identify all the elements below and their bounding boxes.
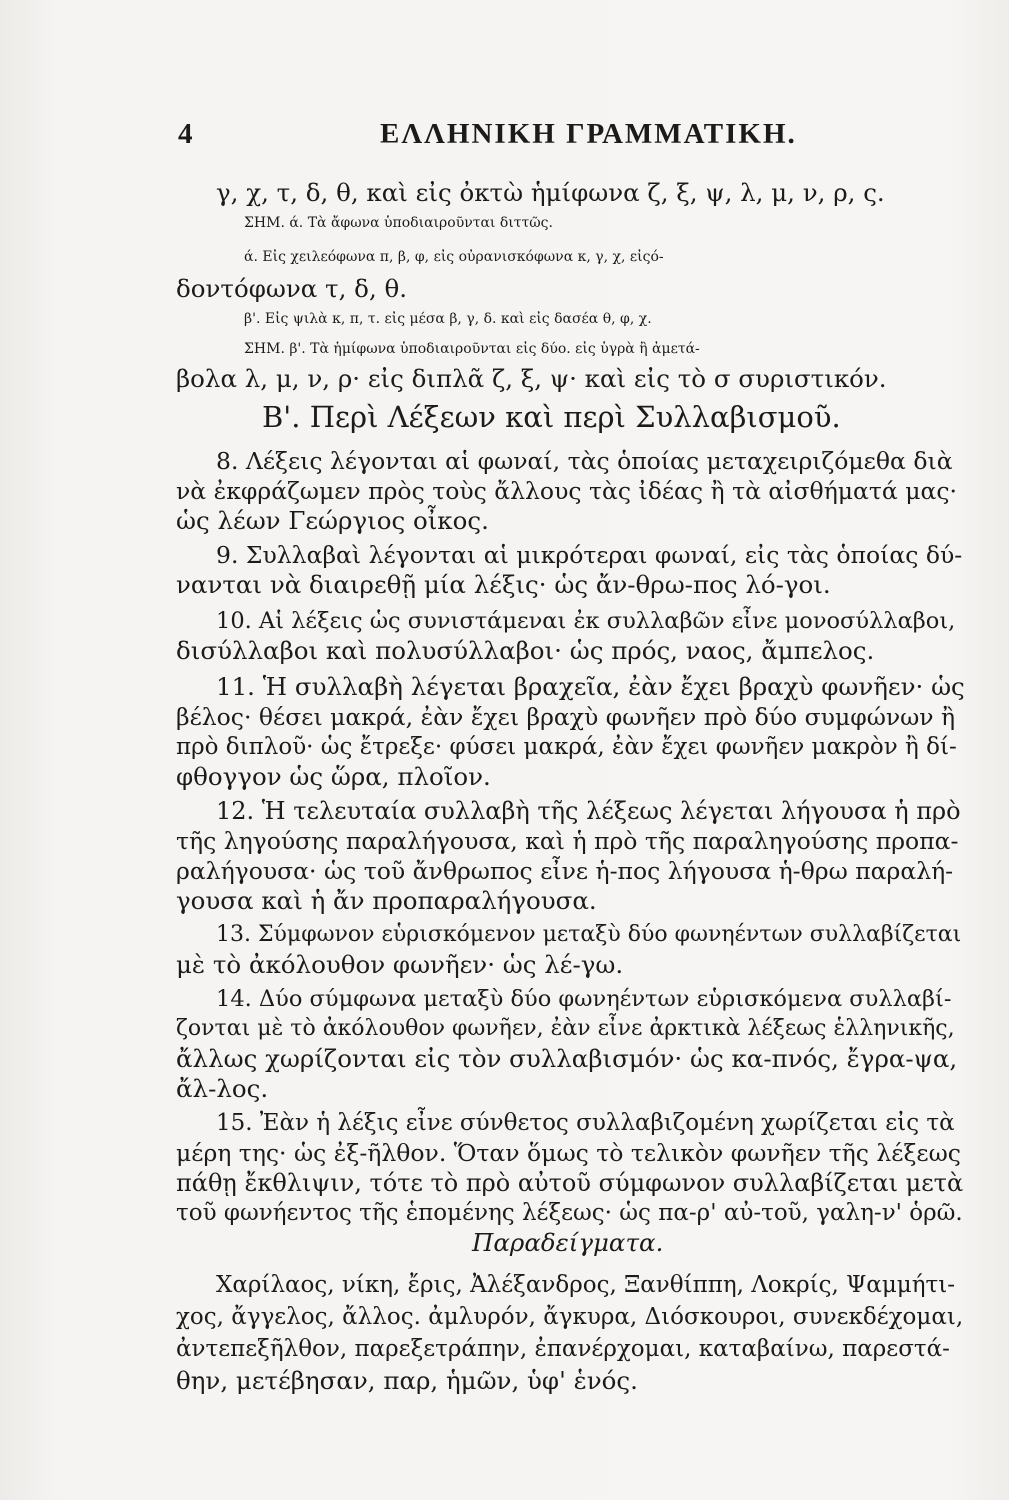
text-line: μέρη της· ὡς ἐξ-ῆλθον. Ὅταν ὅμως τὸ τελικὸν φωνῆεν τῆς λέξεως [176, 1139, 961, 1167]
text-line: Χαρίλαος, νίκη, ἔρις, Ἀλέξανδρος, Ξανθίππη, Λοκρίς, Ψαμμήτι- [216, 1272, 956, 1298]
text-line: ὡς λέων Γεώργιος οἶκος. [176, 506, 489, 535]
text-line: μὲ τὸ ἀκόλουθον φωνῆεν· ὡς λέ-γω. [176, 950, 624, 979]
text-line: ά. Εἰς χειλεόφωνα π, β, φ, εἰς οὐρανισκόφωνα κ, γ, χ, εἰςό- [244, 249, 664, 265]
text-line: φθογγον ὡς ὥρα, πλοῖον. [176, 762, 491, 791]
text-line: δισύλλαβοι καὶ πολυσύλλαβοι· ὡς πρός, ναος, ἄμπελος. [176, 636, 875, 665]
text-line: 13. Σύμφωνον εὑρισκόμενον μεταξὺ δύο φωνηέντων συλλαβίζεται [216, 922, 962, 947]
text-line: 9. Συλλαβαὶ λέγονται αἱ μικρότεραι φωναί, εἰς τὰς ὁποίας δύ- [216, 541, 963, 569]
text-line: ΣΗΜ. β'. Τὰ ἡμίφωνα ὑποδιαιροῦνται εἰς δύο. εἰς ὑγρὰ ἢ ἀμετά- [244, 341, 700, 357]
running-title: ΕΛΛΗΝΙΚΗ ΓΡΑΜΜΑΤΙΚΗ. [380, 118, 797, 150]
examples-heading: Παραδείγματα. [472, 1228, 664, 1257]
text-line: γ, χ, τ, δ, θ, καὶ εἰς ὀκτὼ ἡμίφωνα ζ, ξ, ψ, λ, μ, ν, ρ, ς. [216, 178, 885, 207]
text-line: 10. Αἱ λέξεις ὡς συνιστάμεναι ἐκ συλλαβῶν εἶνε μονοσύλλαβοι, [216, 608, 956, 634]
text-line: ΣΗΜ. ά. Τὰ ἄφωνα ὑποδιαιροῦνται διττῶς. [244, 215, 553, 231]
text-line: πάθῃ ἔκθλιψιν, τότε τὸ πρὸ αὐτοῦ σύμφωνον συλλαβίζεται μετὰ [176, 1169, 964, 1197]
page-number: 4 [178, 118, 193, 150]
text-line: ζονται μὲ τὸ ἀκόλουθον φωνῆεν, ἐὰν εἶνε ἀρκτικὰ λέξεως ἑλληνικῆς, [176, 1016, 955, 1041]
text-line: 12. Ἡ τελευταία συλλαβὴ τῆς λέξεως λέγεται λήγουσα ἡ πρὸ [216, 797, 961, 825]
text-line: ραλήγουσα· ὡς τοῦ ἄνθρωπος εἶνε ἡ-πος λήγουσα ἡ-θρω παραλή- [176, 857, 954, 885]
text-line: νανται νὰ διαιρεθῇ μία λέξις· ὡς ἄν-θρω-πος λό-γοι. [176, 570, 831, 599]
text-line: πρὸ διπλοῦ· ὡς ἔτρεξε· φύσει μακρά, ἐὰν ἔχει φωνῆεν μακρὸν ἢ δί- [176, 734, 957, 760]
text-line: β'. Εἰς ψιλὰ κ, π, τ. εἰς μέσα β, γ, δ. καὶ εἰς δασέα θ, φ, χ. [244, 311, 652, 327]
text-line: 14. Δύο σύμφωνα μεταξὺ δύο φωνηέντων εὑρισκόμενα συλλαβί- [216, 986, 952, 1012]
text-line: ἄλ-λος. [176, 1074, 269, 1103]
text-line: ἄλλως χωρίζονται εἰς τὸν συλλαβισμόν· ὡς κα-πνός, ἔγρα-ψα, [176, 1044, 958, 1073]
text-line: τοῦ φωνήεντος τῆς ἑπομένης λέξεως· ὡς πα-ρ' αὐ-τοῦ, γαλη-ν' ὁρῶ. [176, 1200, 963, 1226]
text-line: νὰ ἐκφράζωμεν πρὸς τοὺς ἄλλους τὰς ἰδέας ἢ τὰ αἰσθήματά μας· [176, 477, 958, 505]
text-line: δοντόφωνα τ, δ, θ. [176, 274, 408, 303]
text-line: ἀντεπεξῆλθον, παρεξετράπην, ἐπανέρχομαι, καταβαίνω, παρεστά- [176, 1336, 950, 1362]
text-line: χος, ἄγγελος, ἄλλος. ἀμλυρόν, ἄγκυρα, Διόσκουροι, συνεκδέχομαι, [176, 1304, 964, 1330]
text-line: 11. Ἡ συλλαβὴ λέγεται βραχεῖα, ἐὰν ἔχει βραχὺ φωνῆεν· ὡς [216, 672, 965, 701]
section-heading: Β'. Περὶ Λέξεων καὶ περὶ Συλλαβισμοῦ. [262, 400, 841, 434]
text-line: βέλος· θέσει μακρά, ἐὰν ἔχει βραχὺ φωνῆεν πρὸ δύο συμφώνων ἢ [176, 703, 956, 731]
text-line: 8. Λέξεις λέγονται αἱ φωναί, τὰς ὁποίας μεταχειριζόμεθα διὰ [216, 447, 953, 475]
text-line: βολα λ, μ, ν, ρ· εἰς διπλᾶ ζ, ξ, ψ· καὶ εἰς τὸ σ συριστικόν. [176, 364, 887, 393]
text-line: θην, μετέβησαν, παρ, ἡμῶν, ὑφ' ἑνός. [176, 1366, 638, 1395]
text-line: 15. Ἐὰν ἡ λέξις εἶνε σύνθετος συλλαβιζομένη χωρίζεται εἰς τὰ [216, 1110, 955, 1136]
text-line: γουσα καὶ ἡ ἄν προπαραλήγουσα. [176, 886, 597, 915]
text-line: τῆς ληγούσης παραλήγουσα, καὶ ἡ πρὸ τῆς παραληγούσης προπα- [176, 827, 959, 855]
